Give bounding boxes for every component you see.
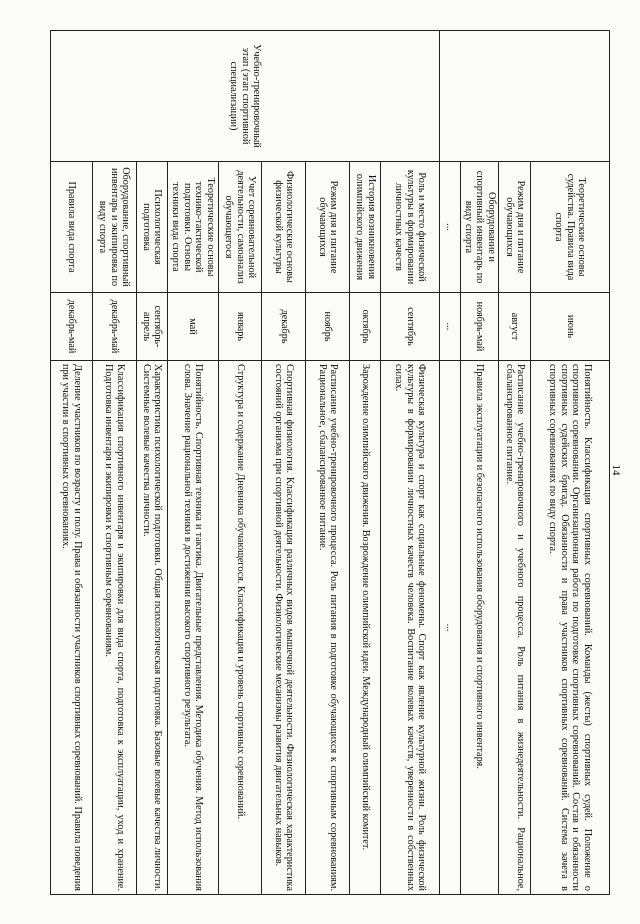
month-cell: ноябрь-май	[460, 293, 499, 361]
content-cell: Структура и содержание Дневника обучающегося. Классификация и уровень спортивных соревнований.	[218, 361, 262, 895]
month-cell: декабрь-май	[92, 293, 136, 361]
content-cell: Классификация спортивного инвентаря и экипировки для вида спорта, подготовка к эксплуатации, уход и хранение. Подготовка инвентаря и экипировки к спортивным соревнованиям.	[92, 361, 136, 895]
content-cell: Деление участников по возрасту и полу. Права и обязанности участников спортивных соревнований. Правила поведения при участии в спортивных соревнованиях.	[51, 361, 93, 895]
topic-cell: Физиологические основы физической культуры	[262, 162, 306, 293]
month-cell: ...	[439, 293, 460, 361]
topic-cell: История возникновения олимпийского движения	[350, 162, 381, 293]
month-cell: декабрь	[262, 293, 306, 361]
content-cell: Понятийность. Классификация спортивных соревнований. Команды (жесты) спортивных судей. Положение о спортивном соревновании. Организационная работа по подготовке спортивных соревнований. Состав и обязанности спортивных судейских бригад. Обязанности и права участников спортивных соревнований. Система зачета в спортивных соревнованиях по виду спорта.	[530, 361, 609, 895]
theory-plan-table	[50, 30, 610, 895]
topic-cell: Теоретические основы технико-тактической подготовки. Основы техники вида спорта	[167, 162, 218, 293]
month-cell: сентябрь	[381, 293, 439, 361]
content-cell: ...	[439, 361, 460, 895]
topic-cell: Правила вида спорта	[51, 162, 93, 293]
topic-cell: Учет соревновательной деятельности, самоанализ обучающегося	[218, 162, 262, 293]
month-cell: ноябрь	[306, 293, 350, 361]
topic-cell: Режим дня и питание обучающихся	[499, 162, 530, 293]
month-cell: декабрь-май	[51, 293, 93, 361]
content-cell: Правила эксплуатации и безопасного использования оборудования и спортивного инвентаря.	[460, 361, 499, 895]
content-cell: Расписание учебно-тренировочного процесса. Роль питания в подготовке обучающихся к спортивным соревнованиям. Рациональное, сбалансированное питание.	[306, 361, 350, 895]
month-cell: июнь	[530, 293, 609, 361]
topic-cell: Оборудование и спортивный инвентарь по виду спорта	[460, 162, 499, 293]
topic-cell: Теоретические основы судейства. Правила вида спорта	[530, 162, 609, 293]
content-cell: Спортивная физиология. Классификация различных видов мышечной деятельности. Физиологическая характеристика состояний организма при спортивной деятельности. Физиологические механизмы развития двигательных навыков.	[262, 361, 306, 895]
topic-cell: Роль и место физической культуры в формировании личностных качеств	[381, 162, 439, 293]
topic-cell: Режим дня и питание обучающихся	[306, 162, 350, 293]
rotated-page-content	[50, 30, 610, 894]
content-cell: Понятийность. Спортивная техника и тактика. Двигательные представления. Методика обучения. Метод использования слова. Значение рациональной техники в достижении высокого спортивного результата.	[167, 361, 218, 895]
stage-cell: Учебно-тренировочный этап (этап спортивной специализации)	[51, 31, 440, 162]
content-cell: Зарождение олимпийского движения. Возрождение олимпийской идеи. Международный олимпийский комитет.	[350, 361, 381, 895]
table-row	[381, 31, 439, 895]
table-row	[530, 31, 609, 895]
stage-cell-previous	[439, 31, 609, 162]
month-cell: январь	[218, 293, 262, 361]
content-cell: Физическая культура и спорт как социальные феномены. Спорт как явление культурной жизни. Роль физической культуры в формировании личностных качеств человека. Воспитание волевых качеств, уверенности в собственных силах.	[381, 361, 439, 895]
topic-cell: Оборудование, спортивный инвентарь и экипировка по виду спорта	[92, 162, 136, 293]
month-cell: сентябрь-апрель	[136, 293, 167, 361]
month-cell: октябрь	[350, 293, 381, 361]
topic-cell: Психологическая подготовка	[136, 162, 167, 293]
content-cell: Расписание учебно-тренировочного и учебного процесса. Роль питания в жизнедеятельности. Рациональное, сбалансированное питание.	[499, 361, 530, 895]
content-cell: Характеристика психологической подготовки. Общая психологическая подготовка. Базовые волевые качества личности. Системные волевые качества личности.	[136, 361, 167, 895]
topic-cell: ...	[439, 162, 460, 293]
month-cell: май	[167, 293, 218, 361]
page-number: 14	[610, 464, 622, 476]
month-cell: август	[499, 293, 530, 361]
